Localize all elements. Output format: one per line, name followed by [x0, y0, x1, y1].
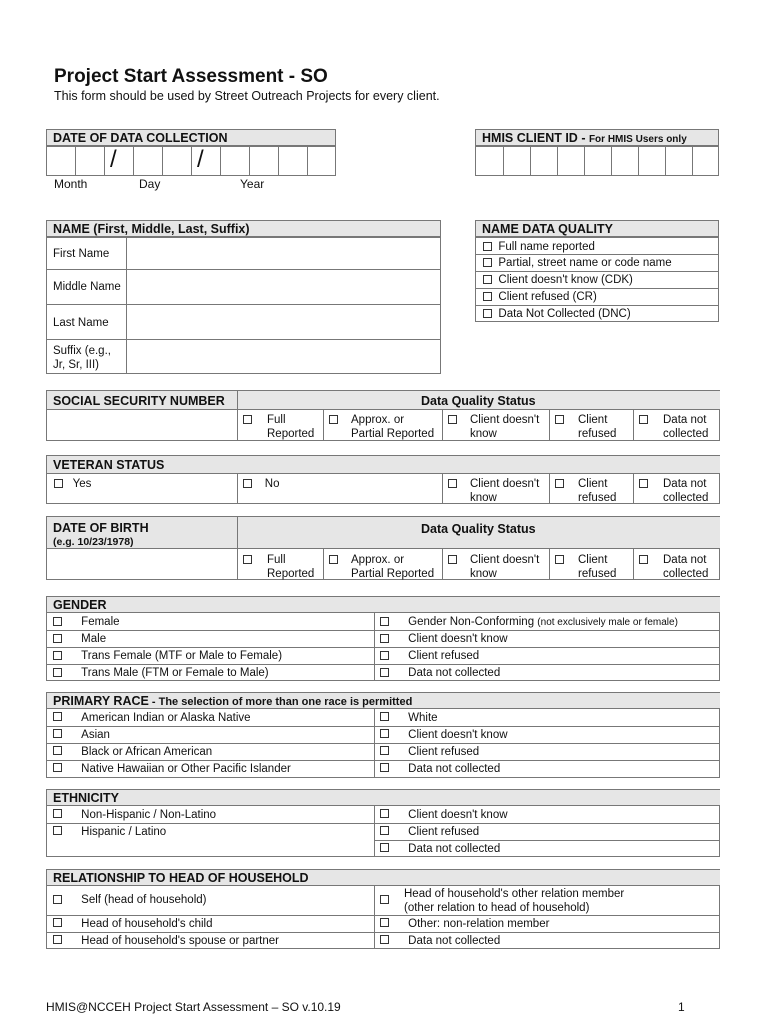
- last-name-label: Last Name: [53, 317, 109, 329]
- ssn-cdk-label: Client doesn't know: [470, 414, 540, 440]
- ssn-approx-label: Approx. or Partial Reported: [351, 414, 435, 440]
- name-quality-options: [475, 237, 719, 322]
- checkbox-icon[interactable]: [380, 918, 389, 927]
- relationship-option[interactable]: Self (head of household): [53, 893, 206, 907]
- checkbox-icon[interactable]: [243, 555, 252, 564]
- ssn-approx-option[interactable]: [329, 413, 338, 427]
- name-quality-option[interactable]: Partial, street name or code name: [483, 256, 672, 270]
- checkbox-icon[interactable]: [53, 634, 62, 643]
- year-label: Year: [240, 177, 265, 191]
- gender-option[interactable]: Trans Female (MTF or Male to Female): [53, 649, 282, 663]
- footer-text: HMIS@NCCEH Project Start Assessment – SO v.10.19: [46, 1000, 341, 1014]
- ssn-full-label: Full Reported: [267, 414, 315, 440]
- veteran-header: VETERAN STATUS: [53, 458, 165, 472]
- veteran-section: [46, 455, 720, 504]
- checkbox-icon[interactable]: [639, 555, 648, 564]
- dob-full-option[interactable]: [243, 553, 252, 567]
- checkbox-icon[interactable]: [53, 729, 62, 738]
- ssn-cr-label: Client refused: [578, 414, 617, 440]
- race-option[interactable]: White: [380, 711, 438, 725]
- checkbox-icon[interactable]: [329, 415, 338, 424]
- dob-cdk-option[interactable]: [448, 553, 457, 567]
- first-name-field[interactable]: [127, 238, 441, 269]
- checkbox-icon[interactable]: [53, 651, 62, 660]
- ethnicity-section: [46, 789, 720, 857]
- relationship-option[interactable]: Other: non-relation member: [380, 917, 549, 931]
- dob-cr-label: Client refused: [578, 554, 617, 580]
- name-quality-header: NAME DATA QUALITY: [475, 220, 719, 237]
- date-collection-header: DATE OF DATA COLLECTION: [46, 129, 336, 146]
- checkbox-icon[interactable]: [555, 479, 564, 488]
- page-number: 1: [678, 1000, 685, 1014]
- relationship-option-label: Head of household's other relation member (other relation to head of household): [404, 888, 625, 914]
- checkbox-icon[interactable]: [555, 415, 564, 424]
- suffix-field[interactable]: [127, 340, 441, 374]
- race-section: [46, 692, 720, 778]
- checkbox-icon[interactable]: [380, 746, 389, 755]
- name-header: NAME (First, Middle, Last, Suffix): [46, 220, 441, 237]
- checkbox-icon[interactable]: [380, 617, 389, 626]
- dob-example: (e.g. 10/23/1978): [53, 536, 134, 548]
- first-name-label: First Name: [53, 248, 110, 260]
- checkbox-icon[interactable]: [380, 843, 389, 852]
- ssn-cr-option[interactable]: [555, 413, 564, 427]
- relationship-section: [46, 869, 720, 949]
- checkbox-icon[interactable]: [53, 617, 62, 626]
- name-quality-option[interactable]: Client refused (CR): [483, 290, 597, 304]
- checkbox-icon[interactable]: [380, 935, 389, 944]
- gender-option[interactable]: Trans Male (FTM or Female to Male): [53, 666, 269, 680]
- ethnicity-option[interactable]: Non-Hispanic / Non-Latino: [53, 808, 216, 822]
- race-option[interactable]: Data not collected: [380, 762, 500, 776]
- dob-full-label: Full Reported: [267, 554, 315, 580]
- dob-field[interactable]: [47, 550, 237, 580]
- veteran-cdk-label: Client doesn't know: [470, 478, 540, 504]
- relationship-header: RELATIONSHIP TO HEAD OF HOUSEHOLD: [53, 871, 309, 885]
- last-name-field[interactable]: [127, 305, 441, 339]
- gender-option[interactable]: Male: [53, 632, 106, 646]
- race-option[interactable]: Client refused: [380, 745, 479, 759]
- ethnicity-option[interactable]: Client doesn't know: [380, 808, 508, 822]
- month-label: Month: [54, 177, 88, 191]
- day-label: Day: [139, 177, 161, 191]
- gender-option[interactable]: Data not collected: [380, 666, 500, 680]
- dob-cr-option[interactable]: [555, 553, 564, 567]
- relationship-option[interactable]: Data not collected: [380, 934, 500, 948]
- checkbox-icon[interactable]: [483, 275, 492, 284]
- gender-header: GENDER: [53, 598, 107, 612]
- checkbox-icon[interactable]: [53, 826, 62, 835]
- dob-approx-option[interactable]: [329, 553, 338, 567]
- suffix-label-2: Jr, Sr, III): [53, 359, 100, 371]
- gender-option[interactable]: Client refused: [380, 649, 479, 663]
- dob-dnc-option[interactable]: [639, 553, 648, 567]
- middle-name-label: Middle Name: [53, 281, 121, 293]
- veteran-cdk-option[interactable]: [448, 477, 457, 491]
- dob-section: [46, 516, 720, 580]
- race-option[interactable]: Client doesn't know: [380, 728, 508, 742]
- checkbox-icon[interactable]: [53, 935, 62, 944]
- checkbox-icon[interactable]: [380, 826, 389, 835]
- checkbox-icon[interactable]: [448, 415, 457, 424]
- ssn-cdk-option[interactable]: [448, 413, 457, 427]
- checkbox-icon[interactable]: [483, 309, 492, 318]
- hmis-client-id-boxes[interactable]: [475, 146, 719, 176]
- checkbox-icon[interactable]: [53, 763, 62, 772]
- checkbox-icon[interactable]: [53, 895, 62, 904]
- name-quality-option[interactable]: Client doesn't know (CDK): [483, 273, 633, 287]
- checkbox-icon[interactable]: [53, 746, 62, 755]
- checkbox-icon[interactable]: [54, 479, 63, 488]
- checkbox-icon[interactable]: [53, 668, 62, 677]
- ssn-header: SOCIAL SECURITY NUMBER: [53, 394, 225, 408]
- hmis-client-id-header: HMIS CLIENT ID - For HMIS Users only: [475, 129, 719, 146]
- middle-name-field[interactable]: [127, 270, 441, 304]
- ethnicity-option[interactable]: Data not collected: [380, 842, 500, 856]
- checkbox-icon[interactable]: [380, 668, 389, 677]
- relationship-option[interactable]: Head of household's spouse or partner: [53, 934, 279, 948]
- date-slash: /: [110, 146, 117, 173]
- page-subtitle: This form should be used by Street Outreach Projects for every client.: [54, 89, 440, 103]
- checkbox-icon[interactable]: [53, 918, 62, 927]
- checkbox-icon[interactable]: [639, 415, 648, 424]
- checkbox-icon[interactable]: [380, 712, 389, 721]
- checkbox-icon[interactable]: [483, 258, 492, 267]
- checkbox-icon[interactable]: [380, 634, 389, 643]
- veteran-yes-option[interactable]: Yes: [54, 477, 91, 491]
- name-table: [46, 237, 441, 374]
- date-slash: /: [197, 146, 204, 173]
- checkbox-icon[interactable]: [329, 555, 338, 564]
- veteran-cr-label: Client refused: [578, 478, 617, 504]
- relationship-option[interactable]: Head of household's child: [53, 917, 213, 931]
- checkbox-icon[interactable]: [380, 651, 389, 660]
- checkbox-icon[interactable]: [448, 555, 457, 564]
- veteran-cr-option[interactable]: [555, 477, 564, 491]
- checkbox-icon[interactable]: [483, 292, 492, 301]
- veteran-dnc-label: Data not collected: [663, 478, 709, 504]
- checkbox-icon[interactable]: [380, 729, 389, 738]
- date-collection-boxes[interactable]: [46, 146, 336, 176]
- gender-option[interactable]: Gender Non-Conforming (not exclusively male or female): [380, 615, 678, 630]
- ssn-field[interactable]: [47, 411, 237, 441]
- checkbox-icon[interactable]: [380, 809, 389, 818]
- name-quality-option[interactable]: Data Not Collected (DNC): [483, 307, 631, 321]
- gender-option[interactable]: Female: [53, 615, 120, 629]
- race-option[interactable]: Asian: [53, 728, 110, 742]
- checkbox-icon[interactable]: [639, 479, 648, 488]
- checkbox-icon[interactable]: [243, 415, 252, 424]
- gender-option[interactable]: Client doesn't know: [380, 632, 508, 646]
- dob-approx-label: Approx. or Partial Reported: [351, 554, 435, 580]
- checkbox-icon[interactable]: [380, 895, 389, 904]
- race-option[interactable]: Native Hawaiian or Other Pacific Islander: [53, 762, 291, 776]
- checkbox-icon[interactable]: [483, 242, 492, 251]
- checkbox-icon[interactable]: [448, 479, 457, 488]
- checkbox-icon[interactable]: [555, 555, 564, 564]
- ssn-dnc-option[interactable]: [639, 413, 648, 427]
- name-quality-option[interactable]: Full name reported: [483, 240, 595, 254]
- dob-cdk-label: Client doesn't know: [470, 554, 540, 580]
- ethnicity-header: ETHNICITY: [53, 791, 119, 805]
- dob-header: DATE OF BIRTH: [53, 521, 149, 535]
- gender-section: [46, 596, 720, 681]
- dob-dq-header: Data Quality Status: [421, 522, 536, 536]
- ssn-dnc-label: Data not collected: [663, 414, 709, 440]
- checkbox-icon[interactable]: [53, 809, 62, 818]
- relationship-option-checkbox[interactable]: [380, 893, 389, 907]
- race-header: PRIMARY RACE - The selection of more than one race is permitted: [53, 694, 413, 708]
- veteran-dnc-option[interactable]: [639, 477, 648, 491]
- veteran-no-option[interactable]: No: [243, 477, 279, 491]
- page-title: Project Start Assessment - SO: [54, 66, 328, 87]
- checkbox-icon[interactable]: [243, 479, 252, 488]
- race-option[interactable]: Black or African American: [53, 745, 212, 759]
- ssn-dq-header: Data Quality Status: [421, 394, 536, 408]
- suffix-label: Suffix (e.g.,: [53, 345, 111, 357]
- checkbox-icon[interactable]: [380, 763, 389, 772]
- ssn-section: [46, 390, 720, 441]
- ssn-full-option[interactable]: [243, 413, 252, 427]
- ethnicity-option[interactable]: Hispanic / Latino: [53, 825, 166, 839]
- dob-dnc-label: Data not collected: [663, 554, 709, 580]
- ethnicity-option[interactable]: Client refused: [380, 825, 479, 839]
- checkbox-icon[interactable]: [53, 712, 62, 721]
- race-option[interactable]: American Indian or Alaska Native: [53, 711, 251, 725]
